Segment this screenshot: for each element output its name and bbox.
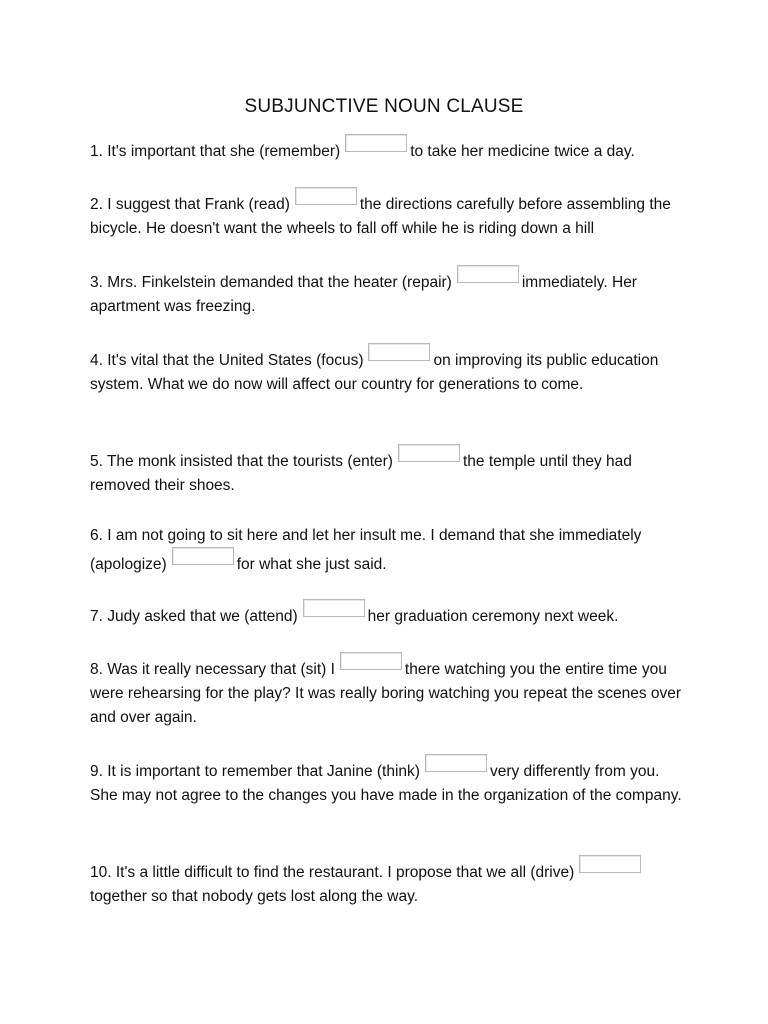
question-4-before: 4. It's vital that the United States (focus) [90,352,364,369]
question-5-after: the temple until they had removed their shoes. [90,453,632,494]
question-1-answer-field[interactable] [345,134,407,152]
question-9-answer-field[interactable] [425,754,487,772]
question-8-answer-field[interactable] [340,652,402,670]
question-2 [90,193,686,241]
question-4-answer-field[interactable] [368,343,430,361]
question-1-after: to take her medicine twice a day. [410,143,635,160]
question-7-before: 7. Judy asked that we (attend) [90,608,298,625]
question-5 [90,450,686,498]
question-5-answer-field[interactable] [398,444,460,462]
question-3-before: 3. Mrs. Finkelstein demanded that the heater (repair) [90,274,452,291]
question-10 [90,861,686,909]
question-3-after: immediately. Her apartment was freezing. [90,274,637,315]
worksheet-title: SUBJUNCTIVE NOUN CLAUSE [244,96,524,117]
question-7 [90,605,686,629]
question-6-before: 6. I am not going to sit here and let her insult me. I demand that she immediately (apologize) [90,527,642,573]
question-1-before: 1. It's important that she (remember) [90,143,341,160]
question-6 [90,521,686,579]
question-2-after: the directions carefully before assembling the bicycle. He doesn't want the wheels to fall off while he is riding down a hill [90,196,671,237]
question-5-before: 5. The monk insisted that the tourists (enter) [90,453,393,470]
question-7-after: her graduation ceremony next week. [367,608,619,625]
question-10-before: 10. It's a little difficult to find the restaurant. I propose that we all (drive) [90,864,575,881]
question-8 [90,658,686,730]
question-3 [90,271,686,319]
question-9-after: very differently from you. She may not agree to the changes you have made in the organization of the company. [90,763,682,804]
question-9-before: 9. It is important to remember that Janine (think) [90,763,420,780]
question-10-after: together so that nobody gets lost along the way. [90,888,419,905]
question-8-before: 8. Was it really necessary that (sit) I [90,661,335,678]
question-2-before: 2. I suggest that Frank (read) [90,196,290,213]
question-7-answer-field[interactable] [303,599,365,617]
question-2-answer-field[interactable] [295,187,357,205]
question-1 [90,140,686,164]
question-4-after: on improving its public education system. What we do now will affect our country for generations to come. [90,352,659,393]
question-3-answer-field[interactable] [457,265,519,283]
question-4 [90,349,686,397]
question-9 [90,760,686,808]
question-8-after: there watching you the entire time you were rehearsing for the play? It was really boring watching you repeat the scenes over and over again. [90,661,682,726]
question-6-answer-field[interactable] [172,547,234,565]
question-10-answer-field[interactable] [579,855,641,873]
question-6-after: for what she just said. [236,556,387,573]
